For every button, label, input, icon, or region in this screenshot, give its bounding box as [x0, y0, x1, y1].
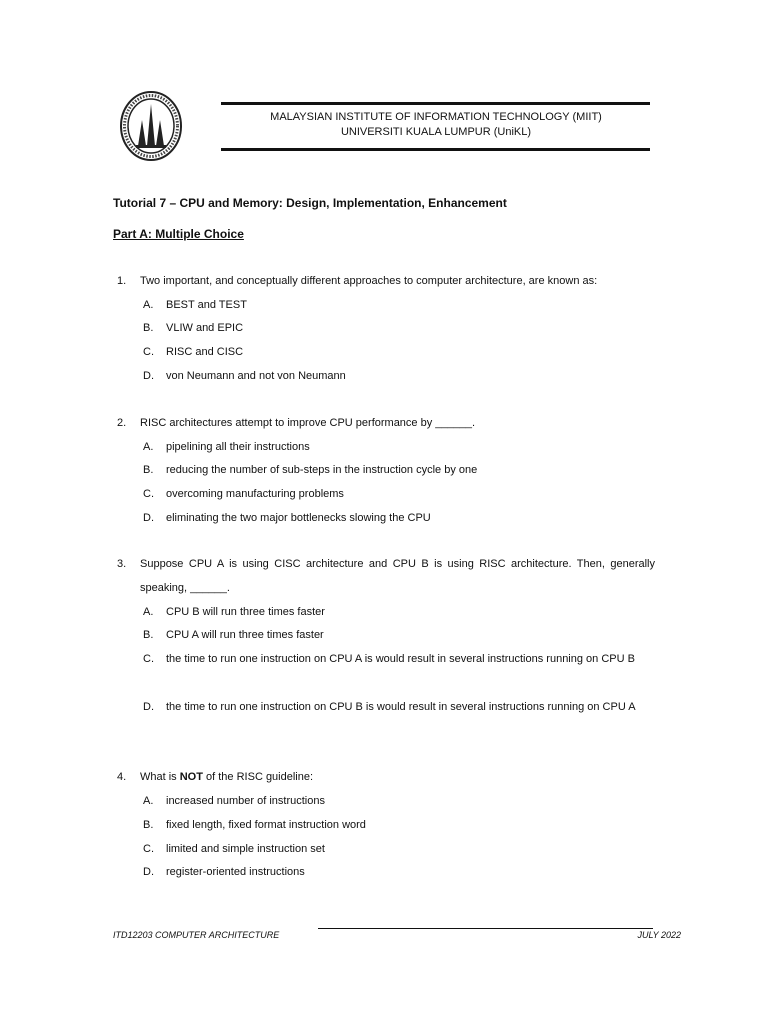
question-text-emphasis: NOT — [179, 771, 203, 783]
institute-name: MALAYSIAN INSTITUTE OF INFORMATION TECHNOLOGY (MIIT) — [270, 111, 602, 123]
option-text: CPU A will run three times faster — [166, 629, 324, 641]
option-text: CPU B will run three times faster — [166, 606, 325, 618]
option-letter: B. — [143, 629, 154, 641]
question-text-post: of the RISC guideline: — [202, 771, 314, 783]
question-number: 1. — [117, 275, 127, 287]
header-top-rule — [221, 102, 650, 105]
option-letter: C. — [143, 488, 154, 500]
option-letter: D. — [143, 701, 154, 713]
option-text: the time to run one instruction on CPU B is would result in several instructions running on CPU A — [166, 701, 636, 713]
option-letter: A. — [143, 606, 154, 618]
footer-rule — [318, 928, 653, 929]
option-1a — [0, 294, 768, 318]
option-text: VLIW and EPIC — [166, 322, 244, 334]
option-text: increased number of instructions — [166, 795, 325, 807]
question-text — [140, 766, 655, 790]
option-text: von Neumann and not von Neumann — [166, 370, 346, 382]
question-number: 3. — [117, 558, 127, 570]
footer-course: ITD12203 COMPUTER ARCHITECTURE — [113, 930, 280, 940]
option-letter: D. — [143, 512, 154, 524]
question-number: 2. — [117, 417, 127, 429]
option-text: limited and simple instruction set — [166, 843, 325, 855]
option-text: BEST and TEST — [166, 299, 247, 311]
option-letter: C. — [143, 843, 154, 855]
option-2d — [0, 507, 768, 531]
option-letter: A. — [143, 299, 154, 311]
option-letter: A. — [143, 795, 154, 807]
option-letter: A. — [143, 441, 154, 453]
option-letter: D. — [143, 370, 154, 382]
option-letter: B. — [143, 464, 154, 476]
question-number: 4. — [117, 771, 127, 783]
question-text-pre: What is — [140, 771, 180, 783]
option-letter: C. — [143, 653, 154, 665]
option-2b — [0, 459, 768, 483]
option-1d — [0, 365, 768, 389]
tutorial-title: Tutorial 7 – CPU and Memory: Design, Implementation, Enhancement — [113, 196, 507, 210]
option-2c — [0, 483, 768, 507]
option-text: register-oriented instructions — [166, 866, 305, 878]
option-letter: C. — [143, 346, 154, 358]
option-text: the time to run one instruction on CPU A is would result in several instructions running on CPU B — [166, 653, 635, 665]
option-2a — [0, 436, 768, 460]
option-text: reducing the number of sub-steps in the instruction cycle by one — [166, 464, 478, 476]
option-3c — [0, 648, 768, 672]
option-text: RISC and CISC — [166, 346, 244, 358]
option-4a — [0, 790, 768, 814]
question-text: RISC architectures attempt to improve CPU performance by ______. — [140, 417, 476, 429]
option-1c — [0, 341, 768, 365]
option-3a — [0, 601, 768, 625]
part-heading: Part A: Multiple Choice — [113, 227, 244, 241]
option-4c — [0, 838, 768, 862]
option-letter: B. — [143, 322, 154, 334]
header-bottom-rule — [221, 148, 650, 151]
option-3d — [0, 696, 768, 720]
option-3b — [0, 624, 768, 648]
unikl-logo — [118, 90, 184, 162]
option-text: fixed length, fixed format instruction word — [166, 819, 366, 831]
option-letter: D. — [143, 866, 154, 878]
option-4b — [0, 814, 768, 838]
footer-date: JULY 2022 — [637, 930, 681, 940]
question-text: Suppose CPU A is using CISC architecture and CPU B is using RISC architecture. Then, generally speaking, ______. — [140, 558, 655, 594]
option-1b — [0, 317, 768, 341]
option-text: eliminating the two major bottlenecks slowing the CPU — [166, 512, 431, 524]
option-text: overcoming manufacturing problems — [166, 488, 344, 500]
option-text: pipelining all their instructions — [166, 441, 310, 453]
option-letter: B. — [143, 819, 154, 831]
question-text: Two important, and conceptually different approaches to computer architecture, are known as: — [140, 275, 598, 287]
option-4d — [0, 861, 768, 885]
university-name: UNIVERSITI KUALA LUMPUR (UniKL) — [340, 126, 532, 138]
